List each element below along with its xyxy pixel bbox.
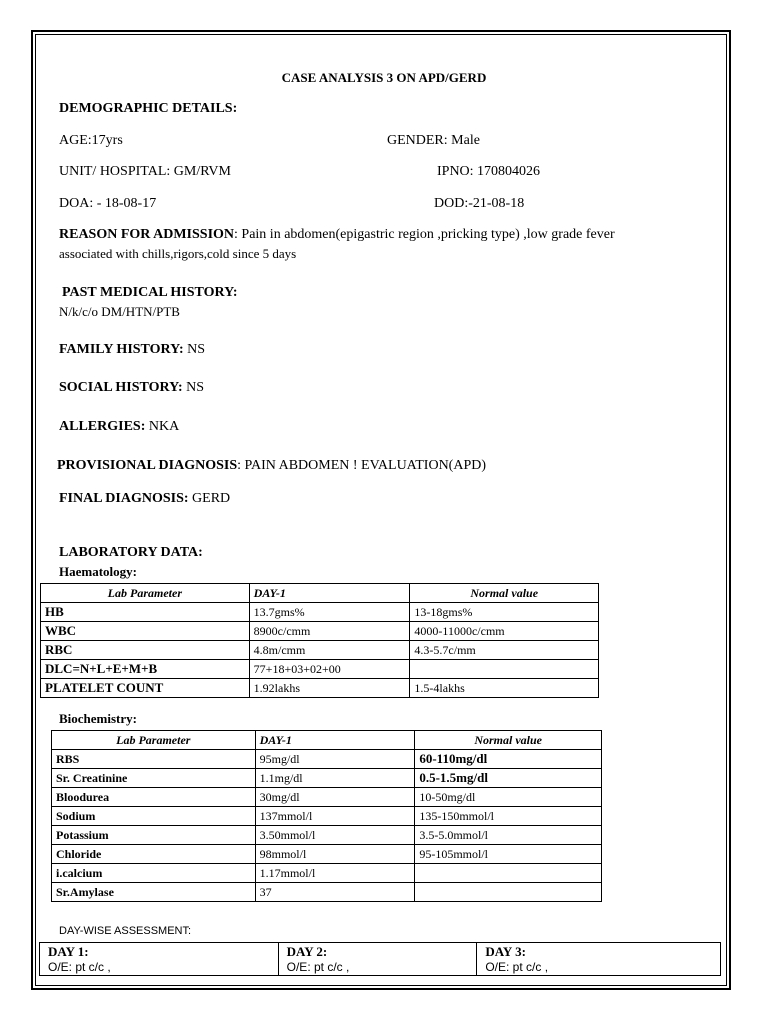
final-diagnosis-value: GERD xyxy=(188,491,231,506)
allergies-line xyxy=(59,419,179,435)
provisional-diagnosis-value: : PAIN ABDOMEN ! EVALUATION(APD) xyxy=(237,458,487,473)
demographics-heading: DEMOGRAPHIC DETAILS: xyxy=(59,101,238,116)
table-cell: 8900c/cmm xyxy=(249,622,410,641)
table-cell: 135-150mmol/l xyxy=(415,807,602,826)
unit-hospital-field: UNIT/ HOSPITAL: GM/RVM xyxy=(59,164,231,179)
table-cell: Sr. Creatinine xyxy=(52,769,256,788)
haematology-table xyxy=(40,583,599,698)
table-cell: 13.7gms% xyxy=(249,603,410,622)
laboratory-heading: LABORATORY DATA: xyxy=(59,545,203,560)
haematology-header-row xyxy=(41,584,599,603)
provisional-diagnosis-line xyxy=(57,458,486,474)
past-history-value: N/k/c/o DM/HTN/PTB xyxy=(59,304,180,319)
social-history-label: SOCIAL HISTORY: xyxy=(59,380,183,395)
day-text: O/E: pt c/c , xyxy=(48,960,111,974)
table-cell: 13-18gms% xyxy=(410,603,599,622)
day-label: DAY 2: xyxy=(286,944,328,959)
reason-line-1 xyxy=(59,227,615,243)
table-cell: 1.5-4lakhs xyxy=(410,679,599,698)
column-header: DAY-1 xyxy=(255,731,415,750)
day-cell xyxy=(477,943,721,976)
table-cell: Sodium xyxy=(52,807,256,826)
doa-field: DOA: - 18-08-17 xyxy=(59,196,157,211)
daywise-heading: DAY-WISE ASSESSMENT: xyxy=(59,925,192,937)
table-cell: 10-50mg/dl xyxy=(415,788,602,807)
table-cell: Bloodurea xyxy=(52,788,256,807)
final-diagnosis-label: FINAL DIAGNOSIS: xyxy=(59,491,189,506)
table-cell: HB xyxy=(41,603,250,622)
biochemistry-heading: Biochemistry: xyxy=(59,711,137,726)
table-cell: RBS xyxy=(52,750,256,769)
age-field: AGE:17yrs xyxy=(59,133,123,148)
table-cell: 4.8m/cmm xyxy=(249,641,410,660)
table-cell: 1.92lakhs xyxy=(249,679,410,698)
table-row xyxy=(41,622,599,641)
table-cell: 95-105mmol/l xyxy=(415,845,602,864)
table-cell: 30mg/dl xyxy=(255,788,415,807)
day-label: DAY 3: xyxy=(485,944,526,959)
table-cell: Potassium xyxy=(52,826,256,845)
biochemistry-header-row xyxy=(52,731,602,750)
table-row xyxy=(40,943,721,976)
column-header: Lab Parameter xyxy=(41,584,250,603)
social-history-line xyxy=(59,380,204,396)
allergies-value: NKA xyxy=(145,419,180,434)
table-row xyxy=(52,807,602,826)
column-header: Normal value xyxy=(410,584,599,603)
table-cell: 3.5-5.0mmol/l xyxy=(415,826,602,845)
social-history-value: NS xyxy=(182,380,205,395)
column-header: Normal value xyxy=(415,731,602,750)
table-row xyxy=(41,679,599,698)
table-cell: 0.5-1.5mg/dl xyxy=(415,769,602,788)
ipno-field: IPNO: 170804026 xyxy=(437,164,541,179)
final-diagnosis-line xyxy=(59,491,230,507)
table-row xyxy=(52,826,602,845)
table-cell: 137mmol/l xyxy=(255,807,415,826)
dod-field: DOD:-21-08-18 xyxy=(434,196,525,211)
table-row xyxy=(52,750,602,769)
document-title: CASE ANALYSIS 3 ON APD/GERD xyxy=(281,70,487,85)
day-text: O/E: pt c/c , xyxy=(485,960,549,974)
past-history-heading: PAST MEDICAL HISTORY: xyxy=(62,285,238,300)
table-cell: 60-110mg/dl xyxy=(415,750,602,769)
daywise-table xyxy=(39,942,721,976)
table-cell: 95mg/dl xyxy=(255,750,415,769)
family-history-line xyxy=(59,342,205,358)
table-cell: Chloride xyxy=(52,845,256,864)
family-history-value: NS xyxy=(183,342,206,357)
table-cell xyxy=(415,864,602,883)
table-cell: Sr.Amylase xyxy=(52,883,256,902)
column-header: DAY-1 xyxy=(249,584,410,603)
day-text: O/E: pt c/c , xyxy=(286,960,350,974)
table-row xyxy=(52,788,602,807)
day-cell xyxy=(40,943,279,976)
table-row xyxy=(52,769,602,788)
table-row xyxy=(41,641,599,660)
table-cell: 4.3-5.7c/mm xyxy=(410,641,599,660)
table-row xyxy=(52,883,602,902)
table-row xyxy=(52,845,602,864)
table-cell: PLATELET COUNT xyxy=(41,679,250,698)
table-cell: 4000-11000c/cmm xyxy=(410,622,599,641)
family-history-label: FAMILY HISTORY: xyxy=(59,342,184,357)
table-cell xyxy=(410,660,599,679)
table-cell: DLC=N+L+E+M+B xyxy=(41,660,250,679)
allergies-label: ALLERGIES: xyxy=(59,419,146,434)
table-row xyxy=(52,864,602,883)
biochemistry-table xyxy=(51,730,602,902)
reason-text-1: : Pain in abdomen(epigastric region ,pricking type) ,low grade fever xyxy=(234,227,615,242)
day-label: DAY 1: xyxy=(48,944,89,959)
day-cell xyxy=(278,943,477,976)
haematology-heading: Haematology: xyxy=(59,564,137,579)
table-cell: RBC xyxy=(41,641,250,660)
reason-line-2: associated with chills,rigors,cold since 5 days xyxy=(59,246,297,261)
table-cell: 77+18+03+02+00 xyxy=(249,660,410,679)
table-cell: 98mmol/l xyxy=(255,845,415,864)
table-cell: i.calcium xyxy=(52,864,256,883)
table-row xyxy=(41,660,599,679)
column-header: Lab Parameter xyxy=(52,731,256,750)
table-cell xyxy=(415,883,602,902)
table-cell: 37 xyxy=(255,883,415,902)
reason-label: REASON FOR ADMISSION xyxy=(59,227,235,242)
gender-field: GENDER: Male xyxy=(387,133,480,148)
table-cell: WBC xyxy=(41,622,250,641)
table-cell: 1.17mmol/l xyxy=(255,864,415,883)
provisional-diagnosis-label: PROVISIONAL DIAGNOSIS xyxy=(57,458,238,473)
table-cell: 3.50mmol/l xyxy=(255,826,415,845)
table-cell: 1.1mg/dl xyxy=(255,769,415,788)
table-row xyxy=(41,603,599,622)
